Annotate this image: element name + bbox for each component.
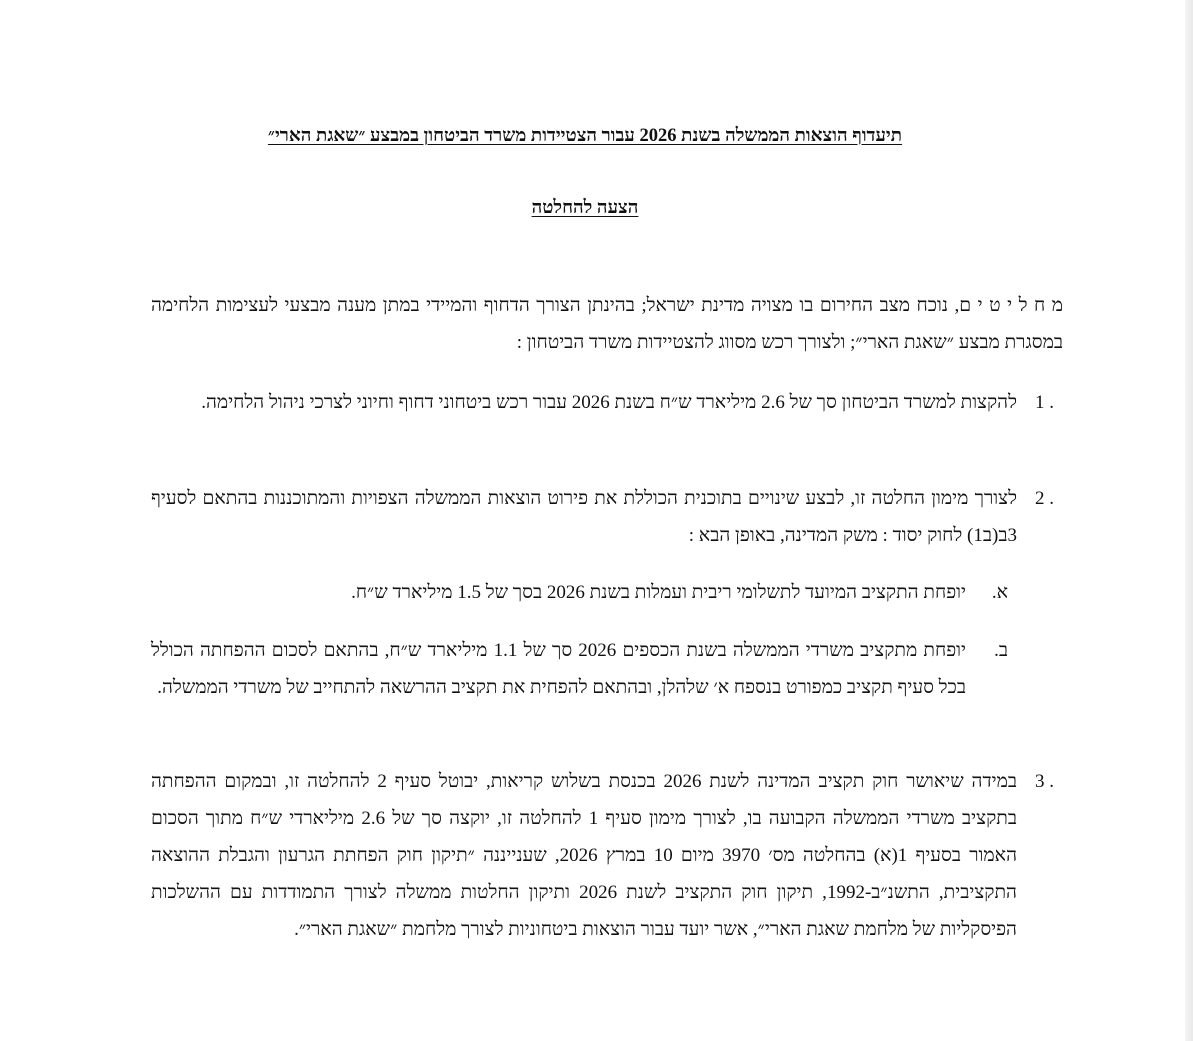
clause-text: לצורך מימון החלטה זו, לבצע שינויים בתוכנית הכוללת את פירוט הוצאות הממשלה הצפויות והמתוכננות בהתאם לסעיף 3ב(ב1) לחוק יסוד : משק המדינה, באופן הבא :: [151, 488, 1017, 546]
subclause-text: יופחת התקציב המיועד לתשלומי ריבית ועמלות בשנת 2026 בסך של 1.5 מיליארד ש״ח.: [351, 582, 966, 603]
clause-3: [151, 763, 1063, 948]
subclause-letter: א.: [991, 582, 1008, 603]
intro-paragraph: מ ח ל י ט י ם, נוכח מצב החירום בו מצויה מדינת ישראל; בהינתן הצורך הדחוף והמיידי במתן מענה מבצעי לעצימות הלחימה במסגרת מבצע ״שאגת הארי״; ולצורך רכש מסווג להצטיידות משרד הביטחון :: [151, 295, 1063, 353]
subclause-text: יופחת מתקציב משרדי הממשלה בשנת הכספים 2026 סך של 1.1 מיליארד ש״ח, בהתאם לסכום ההפחתה הכולל בכל סעיף תקציב כמפורט בנספח א׳ שלהלן, ובהתאם להפחית את תקציב ההרשאה להתחייב של משרדי הממשלה.: [151, 640, 967, 698]
clause-2: [151, 480, 1063, 554]
clause-text: במידה שיאושר חוק תקציב המדינה לשנת 2026 בכנסת בשלוש קריאות, יבוטל סעיף 2 להחלטה זו, ובמקום ההפחתה בתקציב משרדי הממשלה הקבועה בו, לצורך מימון סעיף 1 להחלטה זו, יוקצה סך של 2.6 מיליארדי ש״ח מתוך הסכום האמור בסעיף 1(א) בהחלטה מס׳ 3970 מיום 10 במרץ 2026, שענייננה ״תיקון חוק הפחתת הגרעון והגבלת ההוצאה התקציבית, התשנ״ב-1992, תיקון חוק התקציב לשנת 2026 ותיקון החלטות ממשלה לצורך התמודדות עם ההשלכות הפיסקליות של מלחמת שאגת הארי״, אשר יועד עבור הוצאות ביטחוניות לצורך מלחמת ״שאגת הארי״.: [151, 771, 1017, 940]
clause-text: להקצות למשרד הביטחון סך של 2.6 מיליארד ש״ח בשנת 2026 עבור רכש ביטחוני דחוף וחיוני לצרכי ניהול הלחימה.: [201, 392, 1017, 413]
clause-number: 1 .: [1035, 392, 1054, 413]
subclause-a: [151, 574, 1028, 611]
document-title: תיעדוף הוצאות הממשלה בשנת 2026 עבור הצטיידות משרד הביטחון במבצע ״שאגת הארי״: [267, 126, 903, 146]
subclause-b: [151, 632, 1028, 706]
clause-number: 3 .: [1035, 771, 1054, 792]
clause-number: 2 .: [1035, 488, 1054, 509]
subclause-letter: ב.: [994, 640, 1008, 661]
document-subtitle: הצעה להחלטה: [531, 198, 639, 218]
clause-1: [151, 384, 1063, 421]
